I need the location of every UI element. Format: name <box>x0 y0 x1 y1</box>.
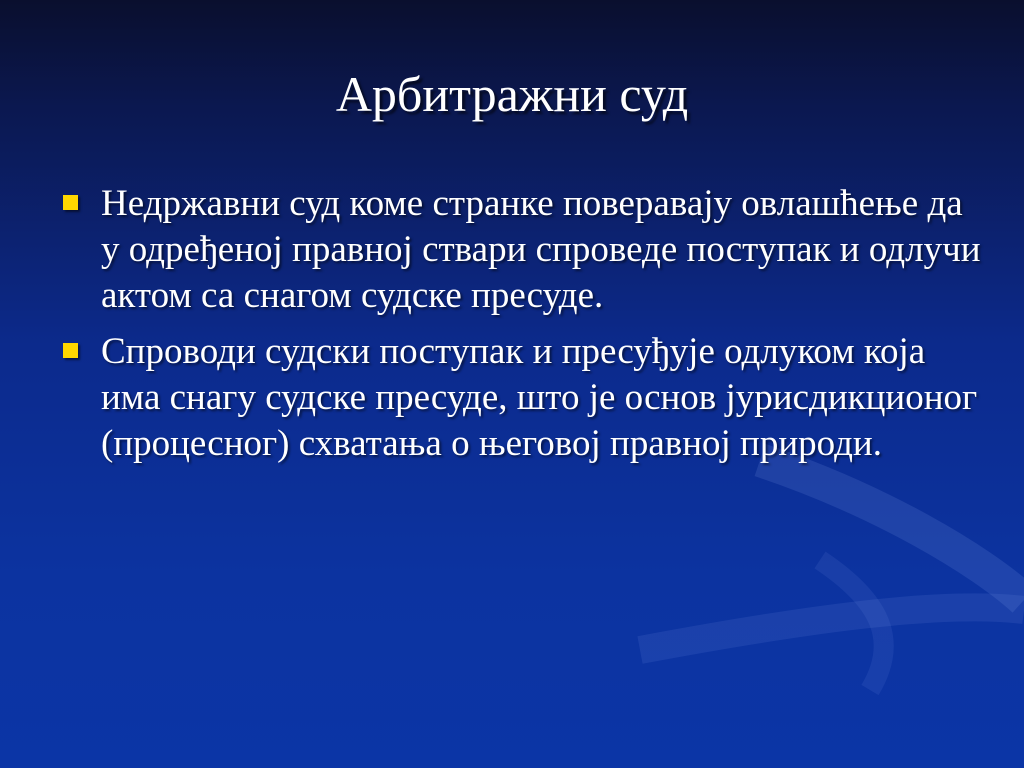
slide-title: Арбитражни суд <box>335 66 689 122</box>
bullet-item <box>0 181 1024 319</box>
square-bullet-icon <box>63 195 78 210</box>
bullet-item <box>0 329 1024 467</box>
bullet-text: Спроводи судски поступак и пресуђује одлуком која има снагу судске пресуде, што је основ јурисдикционог (процесног) схватања о његовој правној природи. <box>101 331 978 464</box>
bullet-list <box>0 181 1024 477</box>
bullet-text: Недржавни суд коме странке поверавају овлашћење да у одређеној правној ствари спроведе поступак и одлучи актом са снагом судске пресуде. <box>101 183 981 316</box>
square-bullet-icon <box>63 343 78 358</box>
